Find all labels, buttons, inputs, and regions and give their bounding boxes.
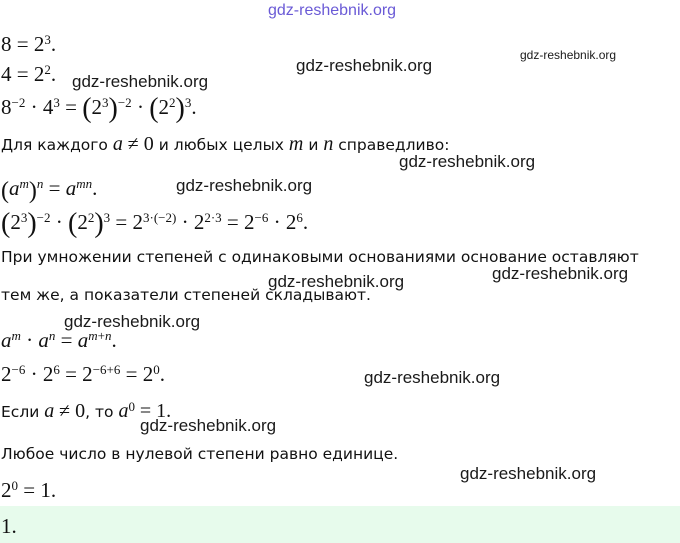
watermark: gdz-reshebnik.org xyxy=(520,48,617,62)
watermark: gdz-reshebnik.org xyxy=(296,56,433,75)
watermark: gdz-reshebnik.org xyxy=(268,272,405,291)
formula-product-rule: $a^m \cdot a^n = a^{m+n}$. xyxy=(1,327,117,352)
watermark: gdz-reshebnik.org xyxy=(64,312,201,331)
watermark: gdz-reshebnik.org xyxy=(72,72,209,91)
formula-power-of-power-applied: $(2^3)^{-2} \cdot (2^2)^3 = 2^{3\cdot(-2)} \cdot 2^{2\cdot 3} = 2^{-6} \cdot 2^6$. xyxy=(1,208,309,239)
watermark: gdz-reshebnik.org xyxy=(176,176,313,195)
watermark: gdz-reshebnik.org xyxy=(140,416,277,435)
formula-zero-power: $2^0 = 1$. xyxy=(1,477,57,502)
zero-exponent-condition: Если a ≠ 0, то $a^0 = 1$. xyxy=(1,399,172,423)
formula-substitution: $8^{-2} \cdot 4^3 = (2^3)^{-2} \cdot (2^2)^3$. xyxy=(1,93,197,124)
formula-product-applied: $2^{-6} \cdot 2^6 = 2^{-6+6} = 2^0$. xyxy=(1,361,165,386)
power-of-power-rule-text: Для каждого a ≠ 0 и любых целых m и n справедливо: xyxy=(1,133,450,155)
multiplication-rule-text-2: тем же, а показатели степеней складывают. xyxy=(1,286,371,304)
answer-box xyxy=(0,506,680,543)
watermark: gdz-reshebnik.org xyxy=(460,464,597,483)
watermark: gdz-reshebnik.org xyxy=(492,264,629,283)
zero-power-rule-text: Любое число в нулевой степени равно единице. xyxy=(1,445,399,463)
formula-8-power: $8 = 2^3$. xyxy=(1,31,57,56)
watermark-top[interactable]: gdz-reshebnik.org xyxy=(268,2,397,19)
formula-power-of-power: $(a^m)^n = a^{mn}$. xyxy=(1,175,98,204)
watermark: gdz-reshebnik.org xyxy=(399,152,536,171)
formula-4-power: $4 = 2^2$. xyxy=(1,61,57,86)
multiplication-rule-text-1: При умножении степеней с одинаковыми основаниями основание оставляют xyxy=(1,248,639,266)
watermark: gdz-reshebnik.org xyxy=(364,368,501,387)
answer-value: 1. xyxy=(1,514,17,538)
